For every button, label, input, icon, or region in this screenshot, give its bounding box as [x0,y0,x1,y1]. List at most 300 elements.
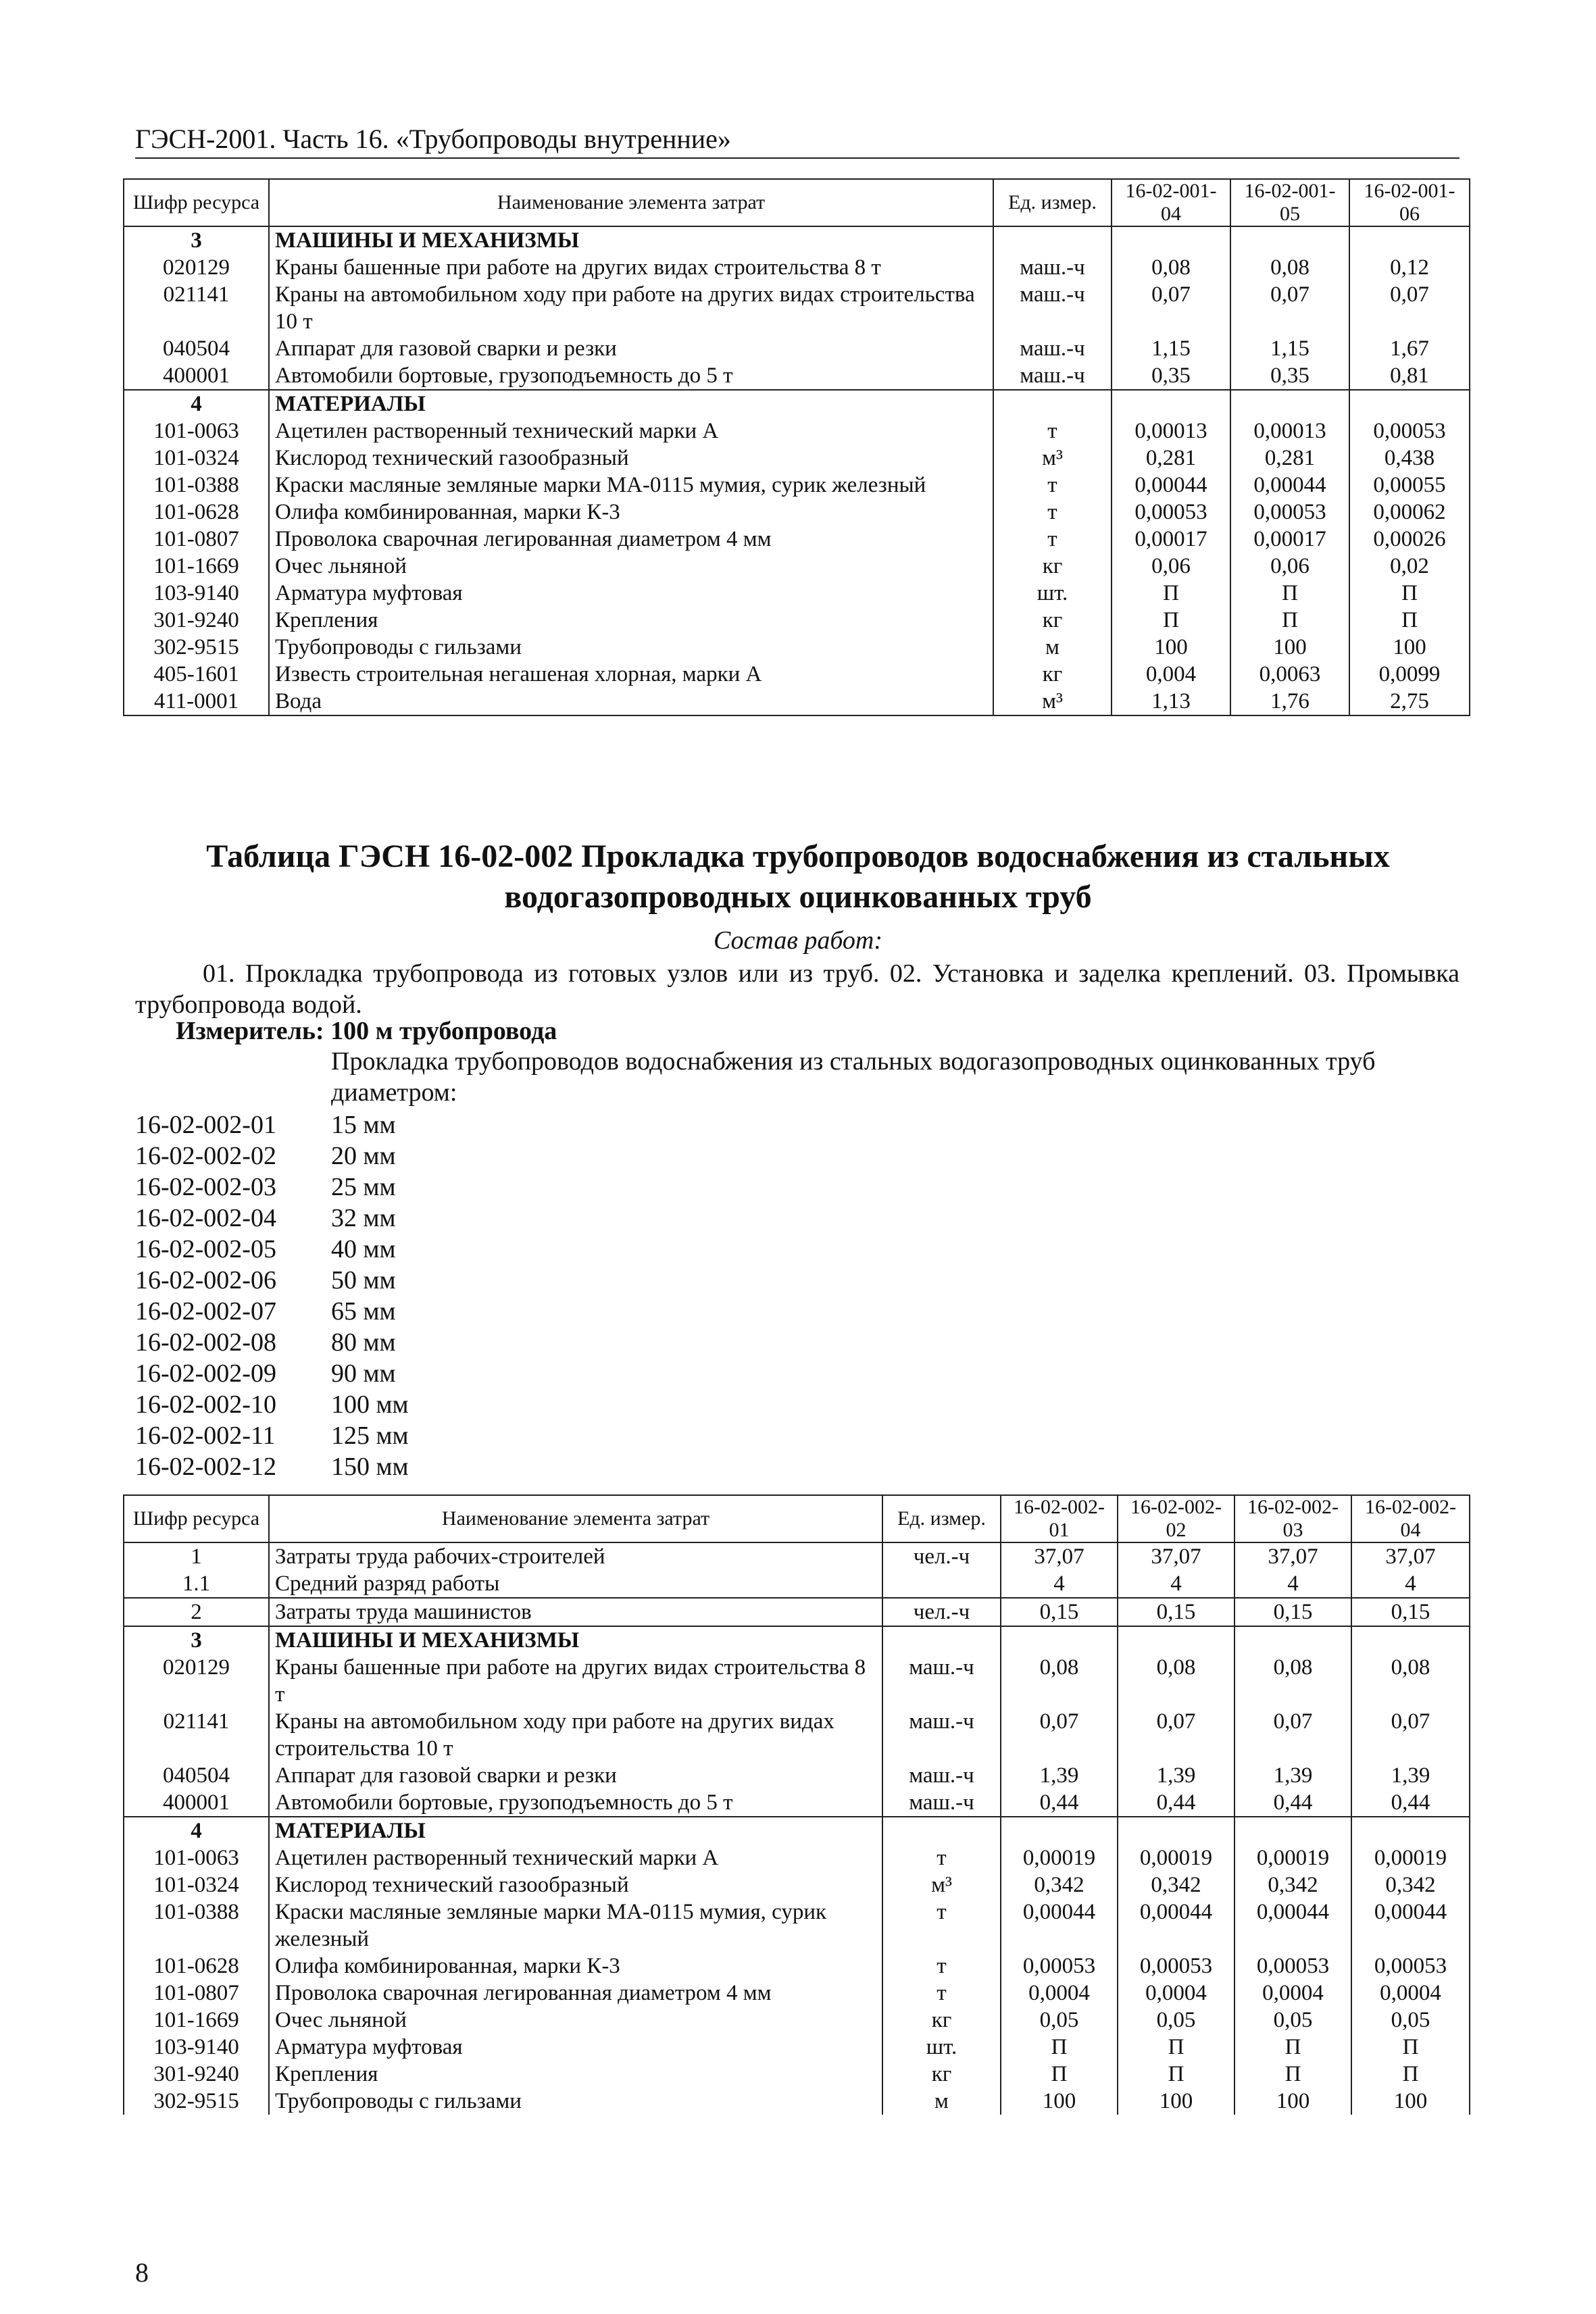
header-col-2: 16-02-001-05 [1230,179,1349,226]
resource-value: 0,0063 [1230,661,1349,688]
resource-value [1230,226,1349,254]
resource-unit: маш.-ч [882,1654,1001,1708]
resource-name: Автомобили бортовые, грузоподъемность до 5 т [269,1789,882,1817]
table-row [124,362,1470,390]
resource-value: 0,15 [1235,1598,1351,1626]
resource-value: 0,0099 [1349,661,1470,688]
resource-value: 0,07 [1235,1708,1351,1762]
resource-code: 103-9140 [124,580,269,607]
variant-item [135,1109,409,1140]
header-col-3: 16-02-001-06 [1349,179,1470,226]
resource-name: Арматура муфтовая [269,2034,882,2061]
resource-value: 1,15 [1230,335,1349,362]
resource-value [1351,1626,1470,1654]
table-row [124,2007,1470,2034]
resource-unit: кг [993,661,1112,688]
resource-code: 101-0324 [124,445,269,472]
table-row [124,526,1470,553]
resource-code: 101-0628 [124,1953,269,1980]
resource-unit: кг [993,607,1112,634]
resource-value: П [1001,2034,1118,2061]
resource-value: 0,342 [1351,1871,1470,1898]
resource-code: 101-0324 [124,1871,269,1898]
resource-value: 0,15 [1351,1598,1470,1626]
resource-name: Очес льняной [269,2007,882,2034]
resource-unit: т [882,1898,1001,1953]
resource-value: 0,00044 [1001,1898,1118,1953]
resource-code: 405-1601 [124,661,269,688]
resource-unit: чел.-ч [882,1598,1001,1626]
header-col-1: 16-02-001-04 [1112,179,1230,226]
resource-value: 1,39 [1118,1762,1235,1789]
resource-code: 3 [124,226,269,254]
resource-unit: т [993,499,1112,526]
resource-value: 0,281 [1112,445,1230,472]
header-name: Наименование элемента затрат [269,1495,882,1542]
resource-value: 0,44 [1235,1789,1351,1817]
resource-value: 0,00017 [1112,526,1230,553]
resource-value: 1,15 [1112,335,1230,362]
table-row [124,2088,1470,2115]
resource-unit: т [993,526,1112,553]
resource-name: Олифа комбинированная, марки К-3 [269,1953,882,1980]
resource-code: 101-0807 [124,1980,269,2007]
resource-value: 37,07 [1001,1542,1118,1570]
resource-table-001 [123,178,1470,716]
resource-value: 100 [1001,2088,1118,2115]
resource-value: 1,76 [1230,688,1349,715]
variant-item [135,1140,409,1172]
resource-unit: м³ [882,1871,1001,1898]
header-code: Шифр ресурса [124,179,269,226]
resource-unit: кг [882,2007,1001,2034]
header-col-4: 16-02-002-04 [1351,1495,1470,1542]
resource-value: 0,07 [1349,281,1470,335]
table-row [124,281,1470,335]
resource-value [1349,390,1470,418]
variant-item [135,1451,409,1482]
resource-code: 1 [124,1542,269,1570]
resource-value: П [1230,580,1349,607]
resource-code: 302-9515 [124,634,269,661]
table-row [124,1980,1470,2007]
variant-code: 16-02-002-10 [135,1390,276,1419]
resource-unit: маш.-ч [993,362,1112,390]
resource-value: 100 [1235,2088,1351,2115]
resource-unit [882,1626,1001,1654]
table-row [124,607,1470,634]
resource-value: 0,00017 [1230,526,1349,553]
resource-name: Кислород технический газообразный [269,445,993,472]
resource-code: 101-1669 [124,2007,269,2034]
resource-code: 021141 [124,1708,269,1762]
resource-code: 020129 [124,1654,269,1708]
resource-unit: т [882,1844,1001,1871]
resource-value: 0,44 [1351,1789,1470,1817]
resource-unit: маш.-ч [882,1789,1001,1817]
table-row [124,1542,1470,1570]
resource-value: 0,08 [1235,1654,1351,1708]
resource-code: 021141 [124,281,269,335]
section-title: Таблица ГЭСН 16-02-002 Прокладка трубопроводов водоснабжения из стальных водогазопроводных оцинкованных труб [206,838,1390,915]
resource-value [1235,1626,1351,1654]
variant-item [135,1203,409,1234]
resource-value: П [1112,580,1230,607]
resource-unit: м³ [993,445,1112,472]
resource-value [1001,1817,1118,1844]
resource-unit: т [993,472,1112,499]
resource-value: 0,281 [1230,445,1349,472]
table-row [124,1570,1470,1598]
resource-value: П [1118,2034,1235,2061]
resource-value: 0,0004 [1001,1980,1118,2007]
resource-name: Затраты труда рабочих-строителей [269,1542,882,1570]
variant-item [135,1265,409,1296]
resource-name: Ацетилен растворенный технический марки А [269,418,993,445]
resource-value: 0,342 [1118,1871,1235,1898]
table-row [124,254,1470,281]
variant-code: 16-02-002-05 [135,1235,276,1263]
resource-value: 0,00019 [1001,1844,1118,1871]
header-col-3: 16-02-002-03 [1235,1495,1351,1542]
table-row [124,553,1470,580]
resource-value: 0,06 [1112,553,1230,580]
resource-code: 3 [124,1626,269,1654]
resource-value: 0,00019 [1118,1844,1235,1871]
resource-name: Очес льняной [269,553,993,580]
resource-value: 0,00019 [1351,1844,1470,1871]
table-row [124,1844,1470,1871]
variant-item [135,1296,409,1327]
table-row [124,661,1470,688]
resource-code: 301-9240 [124,2061,269,2088]
resource-value: П [1112,607,1230,634]
table-row [124,418,1470,445]
table-row [124,1762,1470,1789]
resource-code: 1.1 [124,1570,269,1598]
composition-text: 01. Прокладка трубопровода из готовых узлов или из труб. 02. Установка и заделка креплений. 03. Промывка трубопровода водой. [135,959,1460,1019]
table-header-row [124,179,1470,226]
resource-code: 4 [124,1817,269,1844]
table-row [124,1817,1470,1844]
resource-code: 4 [124,390,269,418]
table-row [124,1626,1470,1654]
resource-name: Затраты труда машинистов [269,1598,882,1626]
resource-value: П [1351,2034,1470,2061]
resource-value: 1,67 [1349,335,1470,362]
resource-value: 0,08 [1230,254,1349,281]
resource-value [1112,390,1230,418]
resource-unit [993,226,1112,254]
resource-value: 0,00055 [1349,472,1470,499]
resource-value: 0,05 [1118,2007,1235,2034]
resource-code: 101-0063 [124,418,269,445]
variant-diameter: 15 мм [331,1111,396,1139]
resource-name: Краны на автомобильном ходу при работе на других видах строительства 10 т [269,281,993,335]
resource-name: Кислород технический газообразный [269,1871,882,1898]
resource-unit: м³ [993,688,1112,715]
resource-unit: маш.-ч [993,254,1112,281]
resource-code: 040504 [124,1762,269,1789]
resource-value: 4 [1351,1570,1470,1598]
resource-name: Краски масляные земляные марки МА-0115 мумия, сурик железный [269,1898,882,1953]
page-number: 8 [135,2257,149,2288]
variant-item [135,1327,409,1358]
resource-name: Известь строительная негашеная хлорная, марки А [269,661,993,688]
resource-value: 0,00044 [1112,472,1230,499]
resource-unit: маш.-ч [882,1708,1001,1762]
resource-code: 101-0063 [124,1844,269,1871]
resource-name: МАШИНЫ И МЕХАНИЗМЫ [269,1626,882,1654]
resource-value: 0,07 [1230,281,1349,335]
resource-value: 37,07 [1351,1542,1470,1570]
resource-value: П [1118,2061,1235,2088]
variant-code: 16-02-002-06 [135,1266,276,1294]
resource-code: 400001 [124,362,269,390]
resource-value: 0,44 [1001,1789,1118,1817]
resource-value: 0,81 [1349,362,1470,390]
resource-code: 101-1669 [124,553,269,580]
resource-value: 0,00053 [1235,1953,1351,1980]
resource-code: 103-9140 [124,2034,269,2061]
resource-value: 0,35 [1230,362,1349,390]
variant-code: 16-02-002-12 [135,1453,276,1481]
table1-body [124,226,1470,715]
variant-item [135,1172,409,1203]
table-row [124,390,1470,418]
resource-value: 0,07 [1001,1708,1118,1762]
resource-value: 4 [1001,1570,1118,1598]
header-name: Наименование элемента затрат [269,179,993,226]
resource-name: Олифа комбинированная, марки К-3 [269,499,993,526]
table-header-row [124,1495,1470,1542]
resource-value: 100 [1230,634,1349,661]
resource-value: 0,00053 [1112,499,1230,526]
resource-value: 1,13 [1112,688,1230,715]
resource-value: 1,39 [1001,1762,1118,1789]
variant-description: Прокладка трубопроводов водоснабжения из стальных водогазопроводных оцинкованных труб диаметром: [331,1047,1376,1107]
variant-code: 16-02-002-04 [135,1204,276,1232]
table-row [124,335,1470,362]
resource-code: 101-0388 [124,1898,269,1953]
resource-unit: шт. [993,580,1112,607]
resource-value: 0,00053 [1349,418,1470,445]
header-col-1: 16-02-002-01 [1001,1495,1118,1542]
resource-value: 0,0004 [1235,1980,1351,2007]
resource-value: 0,08 [1351,1654,1470,1708]
resource-value: 0,05 [1351,2007,1470,2034]
resource-value: 0,05 [1235,2007,1351,2034]
resource-name: Вода [269,688,993,715]
variant-code: 16-02-002-08 [135,1328,276,1357]
resource-value: 0,07 [1112,281,1230,335]
table2-body [124,1542,1470,2115]
resource-value: 0,07 [1351,1708,1470,1762]
resource-unit: м [882,2088,1001,2115]
resource-name: Ацетилен растворенный технический марки А [269,1844,882,1871]
resource-value [1235,1817,1351,1844]
resource-value [1001,1626,1118,1654]
resource-value: П [1349,607,1470,634]
resource-value: 0,08 [1001,1654,1118,1708]
table-row [124,499,1470,526]
measure-unit: Измеритель: 100 м трубопровода [176,1017,557,1045]
variant-diameter: 90 мм [331,1359,396,1388]
resource-code: 101-0628 [124,499,269,526]
variant-diameter: 65 мм [331,1297,396,1326]
resource-unit: маш.-ч [993,335,1112,362]
resource-value: П [1001,2061,1118,2088]
resource-value: 100 [1112,634,1230,661]
resource-code: 2 [124,1598,269,1626]
resource-unit: кг [882,2061,1001,2088]
variant-diameter: 80 мм [331,1328,396,1357]
resource-value: 2,75 [1349,688,1470,715]
resource-value [1112,226,1230,254]
variant-diameter: 50 мм [331,1266,396,1294]
resource-unit [993,390,1112,418]
table-row [124,2034,1470,2061]
table-row [124,2061,1470,2088]
variant-code: 16-02-002-03 [135,1173,276,1201]
variant-diameter: 125 мм [331,1422,409,1450]
resource-name: Аппарат для газовой сварки и резки [269,335,993,362]
resource-name: Проволока сварочная легированная диаметром 4 мм [269,1980,882,2007]
resource-unit: маш.-ч [993,281,1112,335]
resource-value: 0,35 [1112,362,1230,390]
variant-code: 16-02-002-02 [135,1142,276,1170]
resource-unit [882,1570,1001,1598]
resource-code: 101-0388 [124,472,269,499]
resource-value: 0,15 [1118,1598,1235,1626]
resource-unit: м [993,634,1112,661]
resource-value: 4 [1235,1570,1351,1598]
variant-diameter: 25 мм [331,1173,396,1201]
resource-value: 0,00044 [1230,472,1349,499]
variant-diameter: 150 мм [331,1453,409,1481]
resource-value: 0,004 [1112,661,1230,688]
resource-value: 0,00044 [1351,1898,1470,1953]
resource-value [1349,226,1470,254]
header-col-2: 16-02-002-02 [1118,1495,1235,1542]
variant-item [135,1420,409,1451]
resource-unit: т [993,418,1112,445]
resource-unit [882,1817,1001,1844]
resource-value: 0,12 [1349,254,1470,281]
table-row [124,1708,1470,1762]
resource-value: 4 [1118,1570,1235,1598]
resource-value: 0,00053 [1118,1953,1235,1980]
resource-unit: кг [993,553,1112,580]
table-row [124,1953,1470,1980]
resource-name: Краны башенные при работе на других видах строительства 8 т [269,254,993,281]
resource-table-002 [123,1494,1470,2115]
variant-code: 16-02-002-09 [135,1359,276,1388]
resource-value: 0,00013 [1112,418,1230,445]
resource-unit: маш.-ч [882,1762,1001,1789]
resource-value: П [1351,2061,1470,2088]
table-row [124,1598,1470,1626]
variant-code: 16-02-002-01 [135,1111,276,1139]
resource-value: 0,05 [1001,2007,1118,2034]
table-row [124,580,1470,607]
resource-name: Краны на автомобильном ходу при работе на других видах строительства 10 т [269,1708,882,1762]
resource-value: 0,44 [1118,1789,1235,1817]
resource-unit: т [882,1953,1001,1980]
resource-value: 0,08 [1118,1654,1235,1708]
resource-value: П [1349,580,1470,607]
composition-heading: Состав работ: [713,926,883,955]
resource-value: 37,07 [1235,1542,1351,1570]
resource-name: Аппарат для газовой сварки и резки [269,1762,882,1789]
table-row [124,1898,1470,1953]
variant-item [135,1234,409,1265]
variant-item [135,1389,409,1420]
resource-value: 0,00013 [1230,418,1349,445]
resource-value: 0,00053 [1351,1953,1470,1980]
variant-diameter: 32 мм [331,1204,396,1232]
variant-code: 16-02-002-11 [135,1422,276,1450]
variant-diameter: 20 мм [331,1142,396,1170]
resource-value: 0,00053 [1230,499,1349,526]
resource-code: 411-0001 [124,688,269,715]
variant-code: 16-02-002-07 [135,1297,276,1326]
table-row [124,1654,1470,1708]
resource-value [1118,1626,1235,1654]
resource-code: 020129 [124,254,269,281]
resource-unit: т [882,1980,1001,2007]
resource-unit: шт. [882,2034,1001,2061]
resource-value: П [1235,2061,1351,2088]
resource-name: МАТЕРИАЛЫ [269,1817,882,1844]
resource-name: Средний разряд работы [269,1570,882,1598]
resource-value: 0,00062 [1349,499,1470,526]
resource-value: 0,00044 [1235,1898,1351,1953]
resource-value: 37,07 [1118,1542,1235,1570]
resource-value: 0,15 [1001,1598,1118,1626]
resource-value: 0,00053 [1001,1953,1118,1980]
resource-code: 400001 [124,1789,269,1817]
resource-name: Краски масляные земляные марки МА-0115 мумия, сурик железный [269,472,993,499]
table-row [124,1871,1470,1898]
resource-name: Трубопроводы с гильзами [269,634,993,661]
variant-list [135,1109,409,1482]
resource-name: МАТЕРИАЛЫ [269,390,993,418]
resource-value: 1,39 [1351,1762,1470,1789]
resource-unit: чел.-ч [882,1542,1001,1570]
resource-name: Крепления [269,607,993,634]
resource-code: 101-0807 [124,526,269,553]
resource-value: 0,342 [1001,1871,1118,1898]
resource-value: 100 [1351,2088,1470,2115]
resource-value: П [1230,607,1349,634]
resource-value: 0,00019 [1235,1844,1351,1871]
table-row [124,226,1470,254]
table-row [124,634,1470,661]
resource-value [1230,390,1349,418]
table-row [124,1789,1470,1817]
resource-name: Проволока сварочная легированная диаметром 4 мм [269,526,993,553]
table-row [124,688,1470,715]
resource-value: 0,0004 [1351,1980,1470,2007]
resource-name: Трубопроводы с гильзами [269,2088,882,2115]
resource-name: Арматура муфтовая [269,580,993,607]
resource-value [1351,1817,1470,1844]
resource-value: 1,39 [1235,1762,1351,1789]
resource-value: 100 [1349,634,1470,661]
resource-value: 0,0004 [1118,1980,1235,2007]
resource-name: Крепления [269,2061,882,2088]
